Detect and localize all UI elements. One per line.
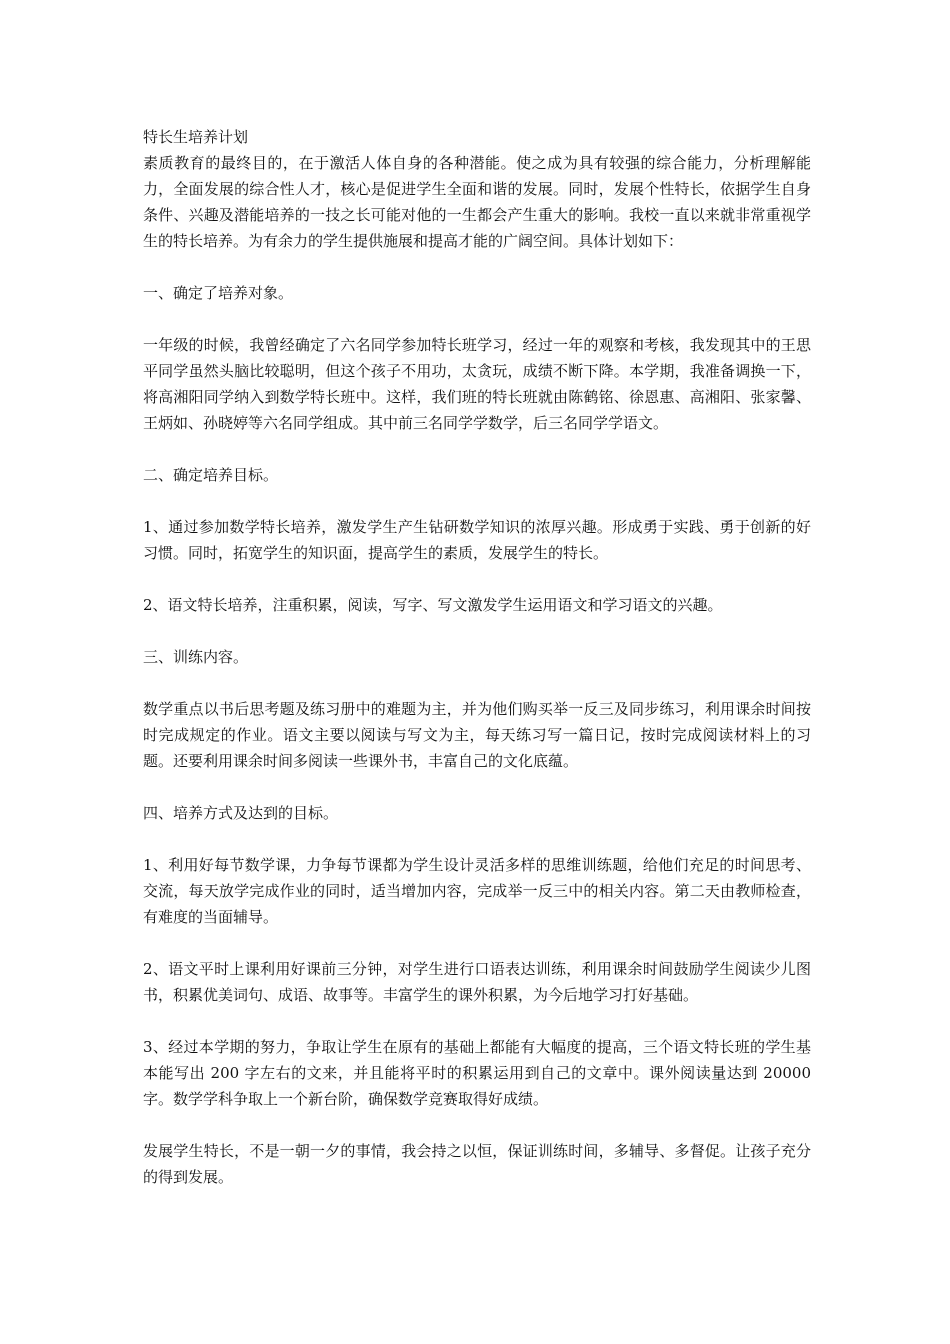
document-page [143,124,811,1190]
paragraph-goal-1: 1、通过参加数学特长培养，激发学生产生钻研数学知识的浓厚兴趣。形成勇于实践、勇于创新的好习惯。同时，拓宽学生的知识面，提高学生的素质，发展学生的特长。 [143,518,811,562]
document-title: 特长生培养计划 [143,128,249,146]
paragraph-method-3: 3、经过本学期的努力，争取让学生在原有的基础上都能有大幅度的提高，三个语文特长班的学生基本能写出 200 字左右的文来，并且能将平时的积累运用到自己的文章中。课外阅读量达到 20000 字。数学学科争取上一个新台阶，确保数学竞赛取得好成绩。 [143,1038,811,1108]
paragraph-section-1: 一年级的时候，我曾经确定了六名同学参加特长班学习，经过一年的观察和考核，我发现其中的王思平同学虽然头脑比较聪明，但这个孩子不用功，太贪玩，成绩不断下降。本学期，我准备调换一下，将高湘阳同学纳入到数学特长班中。这样，我们班的特长班就由陈鹤铭、徐恩惠、高湘阳、张家馨、王炳如、孙晓婷等六名同学组成。其中前三名同学学数学，后三名同学学语文。 [143,336,811,432]
heading-section-3: 三、训练内容。 [143,648,249,666]
heading-section-1: 一、确定了培养对象。 [143,284,294,302]
paragraph-section-3: 数学重点以书后思考题及练习册中的难题为主，并为他们购买举一反三及同步练习，利用课余时间按时完成规定的作业。语文主要以阅读与写文为主，每天练习写一篇日记，按时完成阅读材料上的习题。还要利用课余时间多阅读一些课外书，丰富自己的文化底蕴。 [143,700,811,770]
paragraph-goal-2: 2、语文特长培养，注重积累，阅读，写字、写文激发学生运用语文和学习语文的兴趣。 [143,596,723,614]
paragraph-method-1: 1、利用好每节数学课，力争每节课都为学生设计灵活多样的思维训练题，给他们充足的时间思考、交流，每天放学完成作业的同时，适当增加内容，完成举一反三中的相关内容。第二天由教师检查，有难度的当面辅导。 [143,856,811,926]
heading-section-4: 四、培养方式及达到的目标。 [143,804,339,822]
heading-section-2: 二、确定培养目标。 [143,466,279,484]
paragraph-method-2: 2、语文平时上课利用好课前三分钟，对学生进行口语表达训练，利用课余时间鼓励学生阅读少儿图书，积累优美词句、成语、故事等。丰富学生的课外积累，为今后地学习打好基础。 [143,960,811,1004]
paragraph-conclusion: 发展学生特长，不是一朝一夕的事情，我会持之以恒，保证训练时间，多辅导、多督促。让孩子充分的得到发展。 [143,1142,811,1186]
paragraph-intro: 素质教育的最终目的，在于激活人体自身的各种潜能。使之成为具有较强的综合能力，分析理解能力，全面发展的综合性人才，核心是促进学生全面和谐的发展。同时，发展个性特长，依据学生自身条件、兴趣及潜能培养的一技之长可能对他的一生都会产生重大的影响。我校一直以来就非常重视学生的特长培养。为有余力的学生提供施展和提高才能的广阔空间。具体计划如下： [143,154,811,250]
